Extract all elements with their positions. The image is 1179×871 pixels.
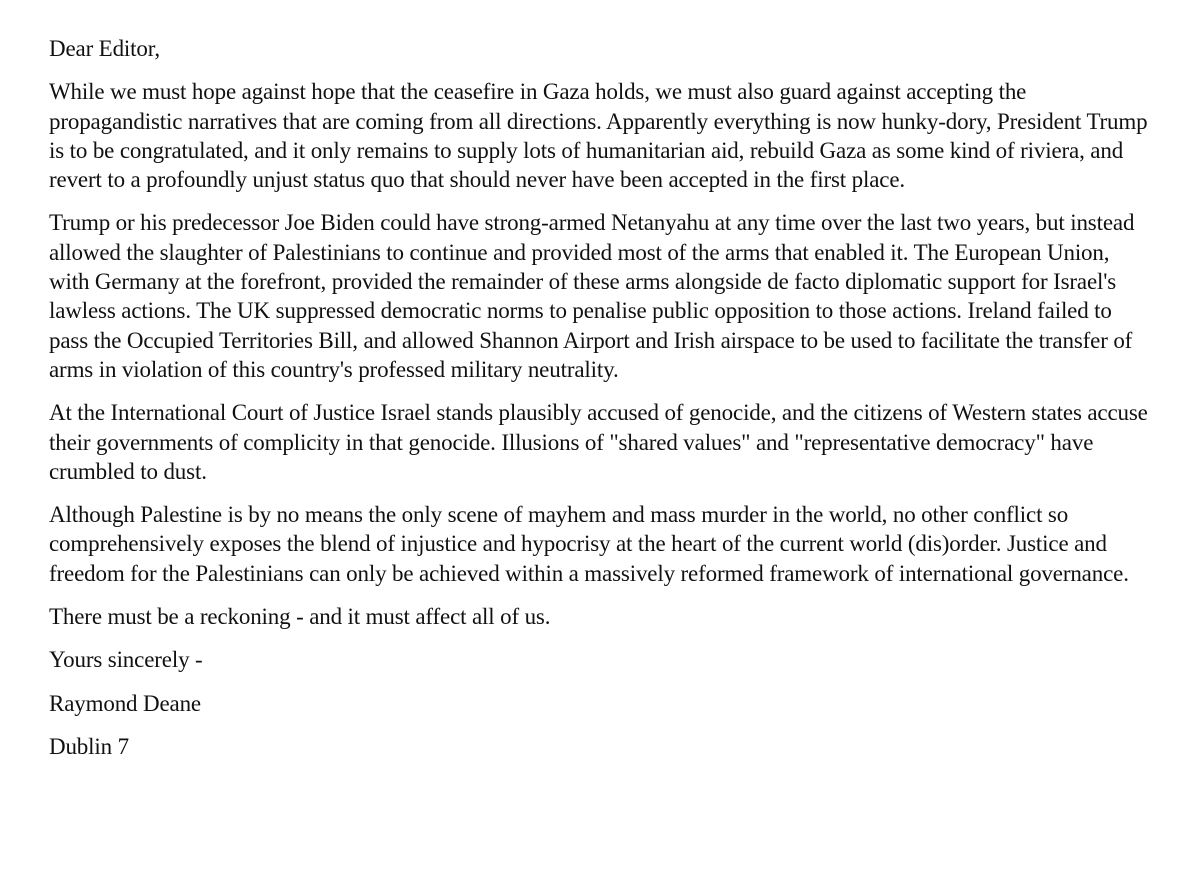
- closing: Yours sincerely -: [49, 647, 203, 673]
- author-name: Raymond Deane: [49, 690, 201, 716]
- paragraph-palestine: Although Palestine is by no means the only scene of mayhem and mass murder in the world, no other conflict so comprehensively exposes the blend of injustice and hypocrisy at the heart of the current world (dis)order. Justice and freedom for the Palestinians can only be achieved within a massively reformed framework of international governance.: [49, 502, 1129, 586]
- author-location: Dublin 7: [49, 733, 129, 759]
- paragraph-icj: At the International Court of Justice Israel stands plausibly accused of genocide, and the citizens of Western states accuse their governments of complicity in that genocide. Illusions of "shared values" and "representative democracy" have crumbled to dust.: [49, 400, 1148, 484]
- salutation: Dear Editor,: [49, 36, 160, 61]
- paragraph-arms: Trump or his predecessor Joe Biden could have strong-armed Netanyahu at any time over the last two years, but instead allowed the slaughter of Palestinians to continue and provided most of the arms that enabled it. The European Union, with Germany at the forefront, provided the remainder of these arms alongside de facto diplomatic support for Israel's lawless actions. The UK suppressed democratic norms to penalise public opposition to those actions. Ireland failed to pass the Occupied Territories Bill, and allowed Shannon Airport and Irish airspace to be used to facilitate the transfer of arms in violation of this country's professed military neutrality.: [49, 210, 1135, 382]
- paragraph-reckoning: There must be a reckoning - and it must affect all of us.: [49, 604, 551, 630]
- paragraph-ceasefire: While we must hope against hope that the ceasefire in Gaza holds, we must also guard against accepting the propagandistic narratives that are coming from all directions. Apparently everything is now hunky-dory, President Trump is to be congratulated, and it only remains to supply lots of humanitarian aid, rebuild Gaza as some kind of riviera, and revert to a profoundly unjust status quo that should never have been accepted in the first place.: [49, 79, 1148, 193]
